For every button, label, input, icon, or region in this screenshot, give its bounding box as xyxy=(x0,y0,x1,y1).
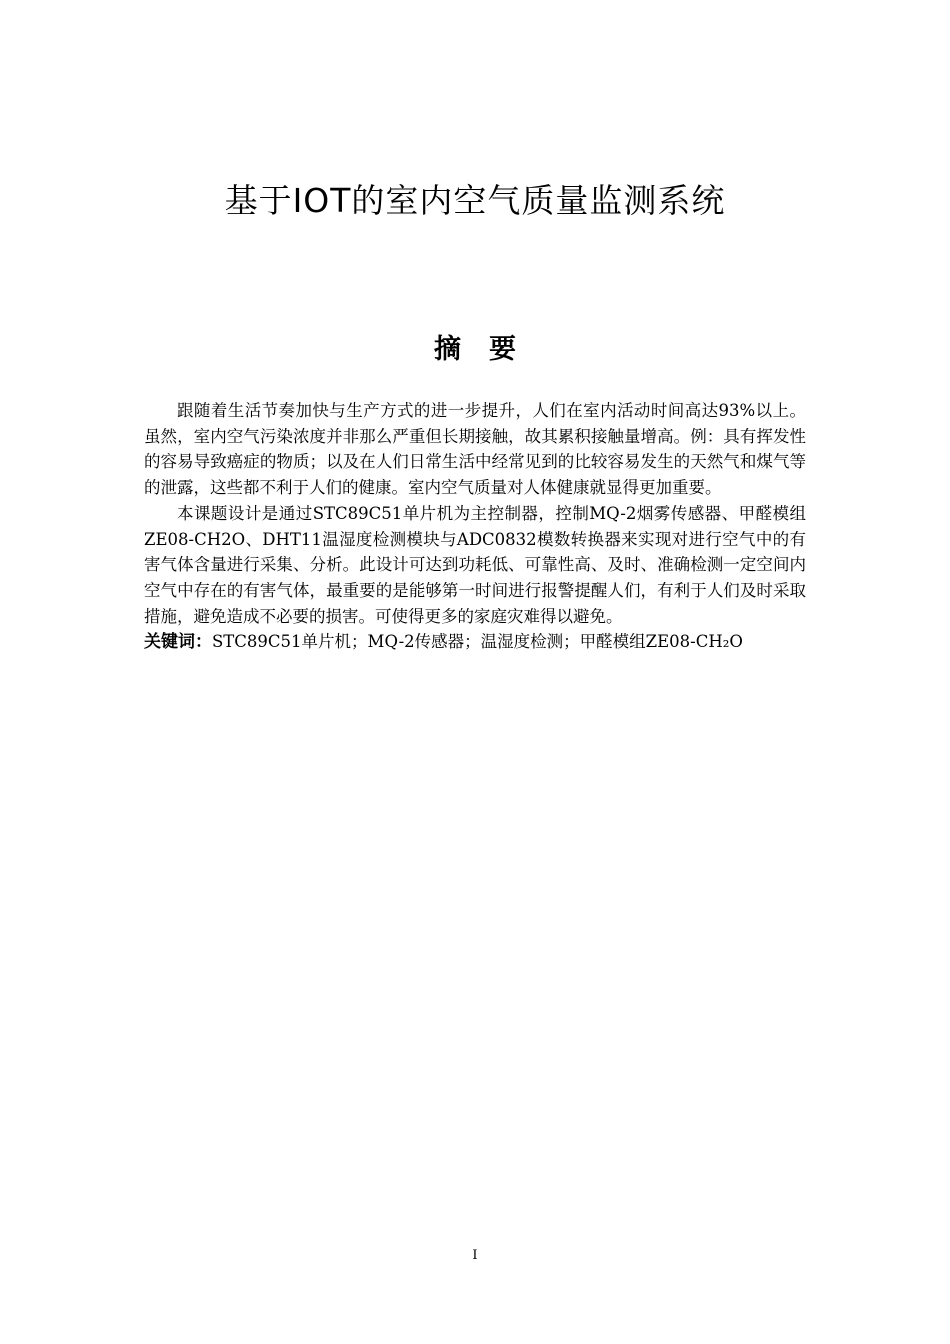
keywords-text: STC89C51单片机；MQ-2传感器；温湿度检测；甲醛模组ZE08-CH₂O xyxy=(212,632,743,652)
keywords-label: 关键词： xyxy=(144,632,212,653)
abstract-paragraph-1: 跟随着生活节奏加快与生产方式的进一步提升，人们在室内活动时间高达93%以上。虽然，室内空气污染浓度并非那么严重但长期接触，故其累积接触量增高。例：具有挥发性的容易导致癌症的物质；以及在人们日常生活中经常见到的比较容易发生的天然气和煤气等的泄露，这些都不利于人们的健康。室内空气质量对人体健康就显得更加重要。 xyxy=(144,401,806,498)
document-title: 基于IOT的室内空气质量监测系统 xyxy=(224,181,726,220)
page-number: I xyxy=(472,1248,478,1263)
abstract-heading: 摘要 xyxy=(434,334,544,365)
keywords-line xyxy=(144,629,806,656)
abstract-paragraph-2: 本课题设计是通过STC89C51单片机为主控制器，控制MQ-2烟雾传感器、甲醛模组ZE08-CH2O、DHT11温湿度检测模块与ADC0832模数转换器来实现对进行空气中的有害气体含量进行采集、分析。此设计可达到功耗低、可靠性高、及时、准确检测一定空间内空气中存在的有害气体，最重要的是能够第一时间进行报警提醒人们，有利于人们及时采取措施，避免造成不必要的损害。可使得更多的家庭灾难得以避免。 xyxy=(144,503,806,626)
abstract-body xyxy=(144,398,806,656)
